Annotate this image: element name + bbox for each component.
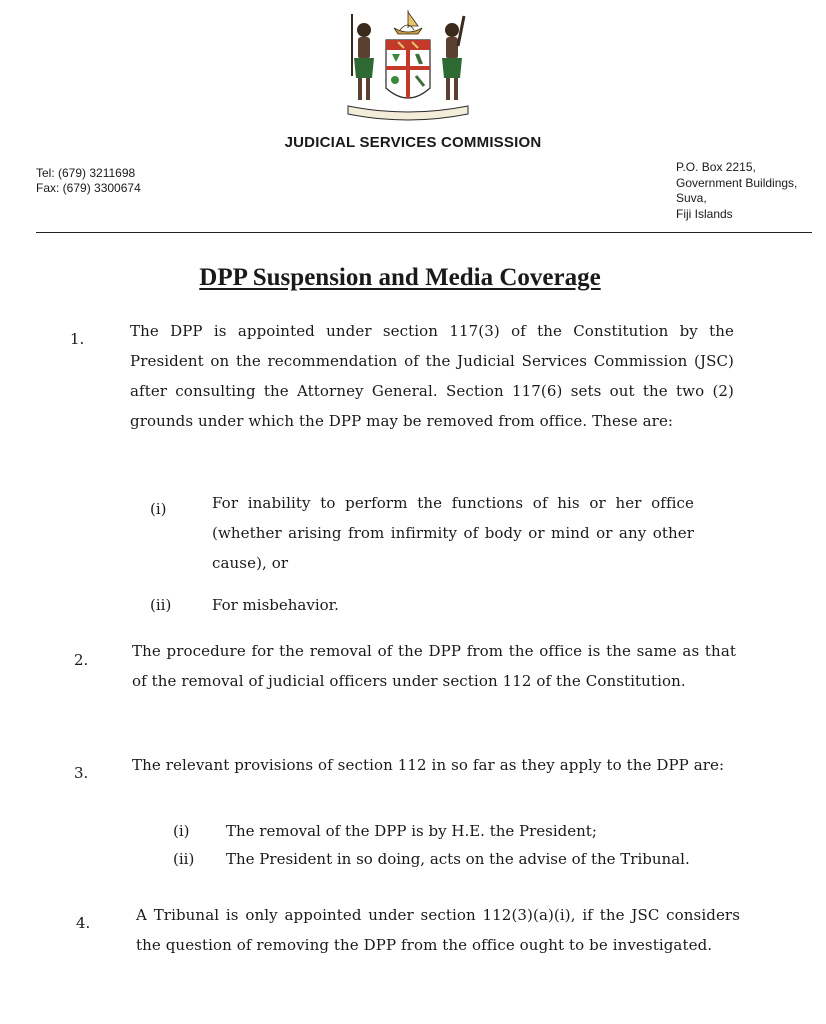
address-line: Government Buildings, <box>676 175 798 190</box>
paragraph-number: 3. <box>74 764 89 782</box>
list-item-text: The removal of the DPP is by H.E. the President; <box>226 822 597 840</box>
organization-name: JUDICIAL SERVICES COMMISSION <box>284 134 542 151</box>
paragraph-number: 1. <box>70 330 85 348</box>
list-item-label: (i) <box>150 500 167 518</box>
document-title: DPP Suspension and Media Coverage <box>199 264 601 291</box>
telephone-number: Tel: (679) 3211698 <box>36 166 136 180</box>
list-item-text: The President in so doing, acts on the advise of the Tribunal. <box>226 850 690 868</box>
address-line: P.O. Box 2215, <box>676 160 756 174</box>
list-item-text: For inability to perform the functions of his or her office (whether arising from infirmity of body or mind or any other cause), or <box>212 494 694 572</box>
paragraph-text: The relevant provisions of section 112 in so far as they apply to the DPP are: <box>132 756 725 774</box>
header-divider <box>36 232 812 233</box>
postal-address <box>676 160 797 222</box>
coat-of-arms-icon <box>338 6 478 126</box>
fax-number: Fax: (679) 3300674 <box>36 181 141 195</box>
paragraph-text: The procedure for the removal of the DPP from the office is the same as that of the removal of judicial officers under section 112 of the Constitution. <box>132 642 736 690</box>
list-item-label: (ii) <box>150 596 172 614</box>
paragraph-number: 4. <box>76 914 91 932</box>
address-line: Suva, <box>676 191 707 205</box>
list-item-label: (ii) <box>173 850 195 868</box>
paragraph-text: A Tribunal is only appointed under section 112(3)(a)(i), if the JSC considers the question of removing the DPP from the office ought to be investigated. <box>136 906 740 954</box>
contact-phone-fax <box>36 166 141 196</box>
list-item-text: For misbehavior. <box>212 596 339 614</box>
list-item-label: (i) <box>173 822 190 840</box>
paragraph-text: The DPP is appointed under section 117(3) of the Constitution by the President on the recommendation of the Judicial Services Commission (JSC) after consulting the Attorney General. Section 117(6) sets out the two (2) grounds under which the DPP may be removed from office. These are: <box>130 322 734 430</box>
paragraph-number: 2. <box>74 651 89 669</box>
address-line: Fiji Islands <box>676 206 733 221</box>
